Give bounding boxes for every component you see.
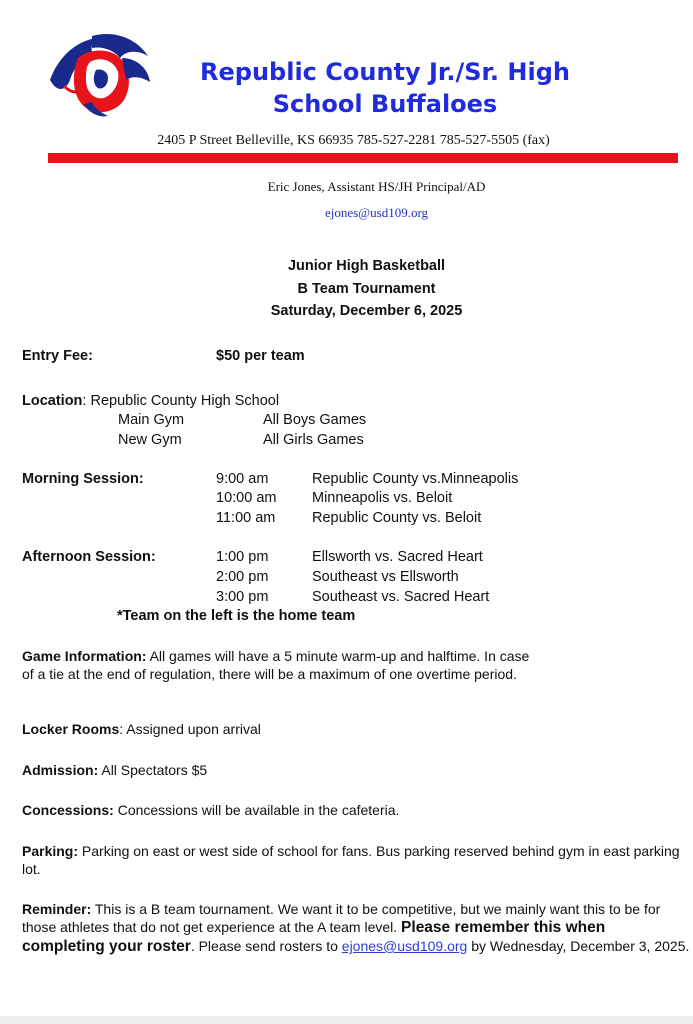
gym-name: New Gym [118, 432, 182, 448]
locker-rooms-label: Locker Rooms [22, 721, 120, 737]
locker-rooms [22, 720, 687, 738]
header-divider [48, 153, 678, 163]
school-title-line-1: Republic County Jr./Sr. High [200, 58, 570, 86]
game-time: 10:00 am [216, 490, 277, 506]
entry-fee-value: $50 per team [216, 348, 305, 364]
game-time: 11:00 am [216, 510, 276, 526]
event-title-line-2: B Team Tournament [297, 281, 436, 297]
concessions-text: Concessions will be available in the cafeteria. [113, 802, 400, 818]
reminder [22, 900, 690, 956]
event-date: Saturday, December 6, 2025 [270, 303, 463, 319]
parking [22, 842, 687, 878]
concessions-label: Concessions: [22, 802, 114, 818]
reminder-emphasis: Please remember this when completing your roster [22, 919, 606, 955]
game-matchup: Republic County vs. Beloit [312, 510, 482, 526]
contact-email-link[interactable]: ejones@usd109.org [324, 205, 429, 220]
admission-text: All Spectators $5 [98, 762, 208, 778]
roster-email-link[interactable]: ejones@usd109.org [341, 938, 468, 954]
game-matchup: Southeast vs Ellsworth [312, 569, 459, 585]
afternoon-session-label: Afternoon Session: [22, 549, 156, 565]
game-time: 1:00 pm [216, 549, 269, 565]
parking-text: Parking on east or west side of school for fans. Bus parking reserved behind gym in east parking lot. [22, 843, 680, 877]
locker-rooms-text: : Assigned upon arrival [119, 721, 261, 737]
admission [22, 761, 687, 779]
buffalo-mascot-logo [44, 28, 156, 120]
reminder-label: Reminder: [22, 901, 92, 917]
page-bottom-edge [0, 1016, 693, 1024]
gym-use: All Girls Games [263, 432, 364, 448]
parking-label: Parking: [22, 843, 79, 859]
morning-session-label: Morning Session: [22, 471, 144, 487]
school-title [160, 56, 610, 120]
gym-name: Main Gym [118, 412, 185, 428]
contact-name: Eric Jones, Assistant HS/JH Principal/AD [267, 179, 486, 194]
game-information [22, 647, 542, 683]
reminder-text-2: . Please send rosters to [190, 938, 342, 954]
entry-fee-label: Entry Fee: [22, 348, 93, 364]
game-matchup: Southeast vs. Sacred Heart [312, 589, 490, 605]
buffalo-logo-icon [44, 28, 156, 120]
location-line [22, 393, 279, 409]
game-matchup: Republic County vs.Minneapolis [312, 471, 519, 487]
gym-use: All Boys Games [263, 412, 367, 428]
admission-label: Admission: [22, 762, 99, 778]
game-information-text: All games will have a 5 minute warm-up and halftime. In case of a tie at the end of regulation, there will be a maximum of one overtime period. [22, 648, 530, 682]
game-time: 9:00 am [216, 471, 269, 487]
reminder-text-3: by Wednesday, December 3, 2025. [467, 938, 690, 954]
location-value: : Republic County High School [82, 393, 280, 409]
game-time: 3:00 pm [216, 589, 269, 605]
school-title-line-2: School Buffaloes [272, 90, 498, 118]
game-time: 2:00 pm [216, 569, 269, 585]
location-label: Location [22, 393, 83, 409]
event-title-line-1: Junior High Basketball [287, 258, 446, 274]
game-matchup: Ellsworth vs. Sacred Heart [312, 549, 483, 565]
game-information-label: Game Information: [22, 648, 147, 664]
game-matchup: Minneapolis vs. Beloit [312, 490, 453, 506]
concessions [22, 801, 687, 819]
home-team-note: *Team on the left is the home team [117, 608, 356, 624]
school-address: 2405 P Street Belleville, KS 66935 785-527-2281 785-527-5505 (fax) [157, 133, 550, 148]
reminder-text: This is a B team tournament. We want it to be competitive, but we mainly want this to be for those athletes that do not get experience at the A team level. [22, 901, 661, 935]
